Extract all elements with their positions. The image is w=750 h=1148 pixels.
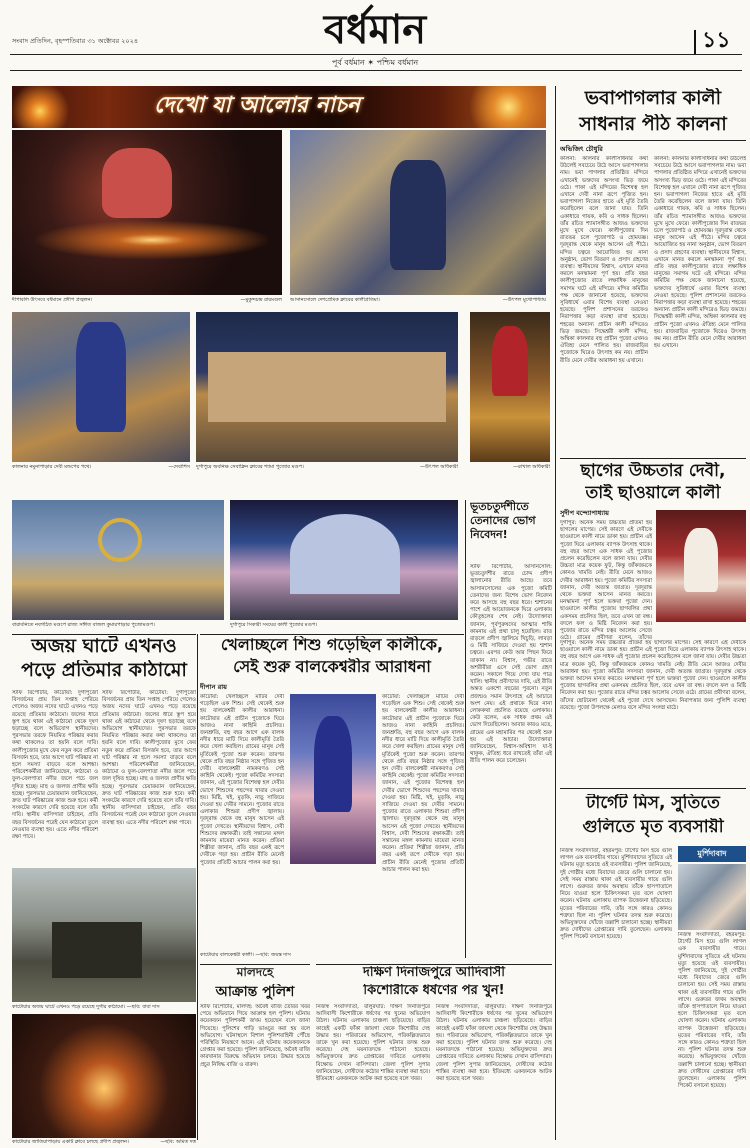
- col-rule-ajay: [197, 634, 198, 1140]
- section-tag-murshidabad: মুর্শিদাবাদ: [678, 846, 746, 862]
- story-ajay-headline-1: অজয় ঘাটে এখনও: [31, 636, 177, 657]
- police-top-rule: [200, 964, 310, 965]
- story-target-body-col2: নিজস্ব সংবাদদাতা, বহরমপুর: টার্গেট মিস হয়ে গুলি লাগল এক ব্যবসায়ীর গায়ে। মুর্শিদাবাদের সুতিতে এই ঘটনায় মৃত্যু হয়েছে ওই ব্যবসায়ীর। পুলিশ জানিয়েছে, দুই গোষ্ঠীর মধ্যে বিবাদের জেরে গুলি চালানো হয়। সেই সময় রাস্তায় থাকা ওই ব্যবসায়ীর গায়ে গুলি লাগে। গুরুতর জখম অবস্থায় তাঁকে হাসপাতালে নিয়ে যাওয়া হলে চিকিৎসকরা মৃত বলে ঘোষণা করেন। ঘটনায় এলাকায় ব্যাপক উত্তেজনা ছড়িয়েছে। মৃতের পরিবারের দাবি, তাঁর সঙ্গে কারও কোনও শত্রুতা ছিল না। পুলিশ ঘটনার তদন্ত শুরু করেছে। অভিযুক্তদের খোঁজে তল্লাশি চালানো হচ্ছে। স্থানীয়রা দ্রুত দোষীদের গ্রেপ্তারের দাবি তুলেছেন। এলাকায় পুলিশ পিকেট বসানো হয়েছে।: [678, 932, 746, 1090]
- photo6-caption: বারাবনিতে নবগঠিত মণ্ডপে রাজ্য সঙ্গীত বাজল কুমারপাড়ার পুজোমণ্ডপ।: [12, 622, 155, 628]
- target-top-rule: [560, 788, 746, 789]
- photo5-credit: —রাখাল অধিকারী: [513, 464, 550, 470]
- col-rule-right: [555, 86, 556, 1140]
- kali-idol-shape: [390, 160, 446, 270]
- photo-balkeshwari: [290, 694, 376, 864]
- photo-ajay-ghat: [12, 868, 196, 1002]
- masthead-title: বর্ধমান: [323, 7, 427, 53]
- dateline: সংবাদ প্রতিদিন, বৃহস্পতিবার ৩১ অক্টোবর ২০২৪: [12, 37, 139, 45]
- photo3-credit: —দেবাশিস: [168, 464, 190, 470]
- page-number-box: [694, 30, 742, 54]
- photo3-caption: কালনার নমুনাপাড়ার দেবী মন্ডপের পথে।: [12, 464, 92, 470]
- story-dinaj-headline-2: কিশোরীকে ধর্ষণের পর খুন!: [363, 984, 505, 998]
- col-rule-bhoot: [465, 500, 466, 958]
- photo1-caption: দীপাবলি উৎসবে বর্ধমানে প্রদীপ প্রজ্বলন।: [12, 297, 93, 303]
- photo2-credit: —উৎপল মুখোপাধ্যায়: [502, 297, 546, 303]
- chhag-idol-shape: [684, 528, 718, 592]
- khela-top-rule: [200, 634, 464, 635]
- photo1-credit: —মুকুন্দচন্দ্র রায়মণ্ডল: [240, 297, 282, 303]
- story-kalna-headline-1: ভবাপাগলার কালী: [584, 88, 722, 109]
- chhag-top-rule: [560, 458, 746, 459]
- story-ajay-body-col1: স্টাফ রিপোর্টার, কাটোয়া: দুর্গাপুজো বিসর্জনের প্রায় তিন সপ্তাহ পেরিয়ে গেলেও অজয় নদের ঘাটে এখনও পড়ে রয়েছে প্রতিমার কাঠামো। জলের ধারে স্তূপ হয়ে থাকা এই কাঠামো থেকে দূষণ ছড়াচ্ছে বলে অভিযোগ স্থানীয়দের। পুরসভার তরফে নিয়মিত পরিষ্কার করার কথা থাকলেও তা হয়নি বলে দাবি। কালীপুজোর মুখে ফের নতুন করে প্রতিমা বিসর্জন হবে, তার আগে ঘাট পরিষ্কার না হলে সমস্যা বাড়বে বলে আশঙ্কা। পরিবেশকর্মীরা জানিয়েছেন, কাঠামো ও ফুল-বেলপাতা নদীর জলে পচে জল দূষিত হচ্ছে। মাছ ও জলজ প্রাণীর ক্ষতি হচ্ছে। পুরসভার চেয়ারম্যান জানিয়েছেন, দ্রুত ঘাট পরিষ্কারের কাজ শুরু হবে। কর্মী সংকটের কারণে দেরি হয়েছে বলে তাঁর দাবি। স্থানীয় বাসিন্দারা চাইছেন, প্রতি বছর বিসর্জনের পরেই যেন কাঠামো তুলে নেওয়ার ব্যবস্থা হয়। এতে নদীর পরিবেশ রক্ষা পাবে।: [12, 690, 98, 841]
- small-idol-shape: [492, 326, 528, 396]
- masthead-rule: [10, 54, 742, 55]
- masthead: [0, 0, 750, 74]
- story-khela-headline-2: সেই শুরু বালকেশ্বরীর আরাধনা: [233, 658, 431, 676]
- story-ajay-body-col2: স্টাফ রিপোর্টার, কাটোয়া: দুর্গাপুজো বিসর্জনের প্রায় তিন সপ্তাহ পেরিয়ে গেলেও অজয় নদের ঘাটে এখনও পড়ে রয়েছে প্রতিমার কাঠামো। জলের ধারে স্তূপ হয়ে থাকা এই কাঠামো থেকে দূষণ ছড়াচ্ছে বলে অভিযোগ স্থানীয়দের। পুরসভার তরফে নিয়মিত পরিষ্কার করার কথা থাকলেও তা হয়নি বলে দাবি। কালীপুজোর মুখে ফের নতুন করে প্রতিমা বিসর্জন হবে, তার আগে ঘাট পরিষ্কার না হলে সমস্যা বাড়বে বলে আশঙ্কা। পরিবেশকর্মীরা জানিয়েছেন, কাঠামো ও ফুল-বেলপাতা নদীর জলে পচে জল দূষিত হচ্ছে। মাছ ও জলজ প্রাণীর ক্ষতি হচ্ছে। পুরসভার চেয়ারম্যান জানিয়েছেন, দ্রুত ঘাট পরিষ্কারের কাজ শুরু হবে। কর্মী সংকটের কারণে দেরি হয়েছে বলে তাঁর দাবি। স্থানীয় বাসিন্দারা চাইছেন, প্রতি বছর বিসর্জনের পরেই যেন কাঠামো তুলে নেওয়ার ব্যবস্থা হয়। এতে নদীর পরিবেশ রক্ষা পাবে।: [102, 690, 196, 826]
- photo-durgapur-pandal: [196, 312, 458, 462]
- kalna-rule: [560, 140, 746, 141]
- banner-glow-right: [452, 86, 546, 128]
- story-khela-headline-1: খেলাচ্ছলে শিশু গড়েছিল কালীকে,: [220, 636, 444, 654]
- story-khela-body-col1: কাটোয়া: খেলাচ্ছলে মাটির দেবী গড়েছিল এক শিশু। সেই থেকেই শুরু হয় বালকেশ্বরী কালীর আরাধনা। কাটোয়ার এই প্রাচীন পুজোকে ঘিরে আজও নানা কাহিনি প্রচলিত। জনশ্রুতি, বহু বছর আগে এক বালক নদীর ধারে মাটি দিয়ে কালীমূর্তি তৈরি করে খেলা করছিল। গ্রামের মানুষ সেই মূর্তিকেই পুজো শুরু করেন। তারপর থেকে প্রতি বছর নিষ্ঠার সঙ্গে পূজিত হন দেবী। বালকেশ্বরী নামকরণও সেই কাহিনি থেকেই। পুজো কমিটির সদস্যরা জানান, এই পুজোর বিশেষত্ব হল দেবীর ভোগে শিশুদের পছন্দের খাবার দেওয়া হয়। মিষ্টি, খই, মুড়কি, নাড়ু সাজিয়ে দেওয়া হয় দেবীর সামনে। পুজোর রাতে এলাকার শিশুরা প্রদীপ জ্বালায়। দূরদূরান্ত থেকে বহু মানুষ আসেন এই পুজো দেখতে। স্থানীয়দের বিশ্বাস, দেবী শিশুদের রক্ষাকর্ত্রী। তাই সন্তানের মঙ্গল কামনায় মায়েরা মানত করেন। প্রতিমা শিল্পীরা জানান, প্রতি বছর একই রূপে দেবীকে গড়া হয়। প্রাচীন রীতি মেনেই পুজোর প্রতিটি আচার পালন করা হয়।: [200, 694, 284, 866]
- story-ajay-headline-2: পড়ে প্রতিমার কাঠামো: [21, 660, 187, 681]
- story-khela-byline: দীপান রায়: [200, 683, 228, 691]
- ajay-top-rule: [12, 634, 196, 635]
- balkeshwari-idol-shape: [314, 716, 352, 812]
- banner-glow-left: [12, 86, 82, 128]
- story-kalna-byline: অভিজিৎ চৌধুরি: [560, 145, 603, 153]
- story-target-headline-1: টার্গেট মিস, সুতিতে: [586, 794, 720, 813]
- masthead-subtitle: পূর্ব বর্ধমান ✶ পশ্চিম বর্ধমান: [331, 58, 419, 67]
- page-number: ১১: [702, 30, 731, 53]
- story-target-headline-2: গুলিতে মৃত ব্যবসায়ী: [582, 818, 724, 837]
- banner-title: দেখো যা আলোর নাচন: [153, 93, 361, 118]
- story-kalna-body-col2: কালনা: কালনার কালীসাধনার কথা উঠলেই সবচেয়ে উঠে আসে ভবাপাগলার নাম। ভবা পাগলার প্রতিষ্ঠিত মন্দিরে এখানেই ভক্তদের অসংখ্য ভিড় জমে ওঠে। পাকা এই মন্দিরের বিশেষত্ব হল এখানে দেবী নানা রূপে পূজিত হন। ভবাপাগলা নিজের হাতে এই মূর্তি তৈরি করেছিলেন বলে জানা যায়। তিনি একাধারে গায়ক, কবি ও সাধক ছিলেন। তাঁর রচিত শ্যামাসঙ্গীত আজও ভক্তদের মুখে মুখে ফেরে। কালীপুজোর দিন রাতভর চলে পুজোপাঠ ও হোমযজ্ঞ। দূরদূরান্ত থেকে মানুষ আসেন এই পীঠে। মন্দির চত্বরে আয়োজিত হয় নানা অনুষ্ঠান, ভোগ বিতরণ ও প্রসাদ গ্রহণের ব্যবস্থা। স্থানীয়দের বিশ্বাস, এখানে মানত করলে মনস্কামনা পূর্ণ হয়। প্রতি বছর কালীপুজোর রাতে লক্ষাধিক মানুষের সমাগম ঘটে এই মন্দিরে। মন্দির কমিটির পক্ষ থেকে জানানো হয়েছে, ভক্তদের সুবিধার্থে এবার বিশেষ ব্যবস্থা নেওয়া হয়েছে। পুলিশ প্রশাসনের তরফেও নিরাপত্তার কড়া ব্যবস্থা রাখা হয়েছে। শহরের অন্যান্য প্রাচীন কালী মন্দিরেও ভিড় জমছে। সিদ্ধেশ্বরী কালী মন্দির, অম্বিকা কালনার বহু প্রাচীন পুজো এখনও ঐতিহ্য মেনে পালিত হয়। রাজবাড়ির পুজোকে ঘিরেও উৎসাহ কম নয়। প্রাচীন রীতি মেনে দেবীর আরাধনা হয় এখানে।: [654, 156, 746, 350]
- story-police-headline: আক্রান্ত পুলিশ: [215, 984, 295, 1000]
- photo-diya-woman: [12, 130, 282, 295]
- photo4-credit: —উৎপল অধিকারী: [420, 464, 458, 470]
- story-chhag-headline-1: ছাগের উচ্চতার দেবী,: [580, 462, 726, 481]
- story-chhag-byline: সুদীপ বন্দ্যোপাধ্যায়: [560, 509, 609, 517]
- kalna-idol-shape: [76, 322, 126, 432]
- photo-katwa-diya: [12, 1014, 196, 1138]
- photo7-caption: দুর্গাপুরে সিকারী সংঘের কালী পুজোর মণ্ডপ।: [230, 622, 317, 628]
- festival-banner: [12, 86, 546, 128]
- story-police-kicker: মালদহে: [236, 966, 274, 979]
- photo-chhag-kali: [656, 510, 746, 622]
- diya-glow: [32, 220, 272, 260]
- story-chhag-body-col1: দুর্গাপুর: অনেক সময় উচ্চতার প্রতিমা হয় ছাগলের মাপের। সেই কারণে এই দেবীকে ছাওয়ালে কালী নামে ডাকা হয়। প্রাচীন এই পুজো ঘিরে এলাকায় ব্যাপক উৎসাহ থাকে। বহু বছর আগে এক সাধক এই পুজোর প্রচলন করেছিলেন বলে জানা যায়। দেবীর উচ্চতা মাত্র কয়েক ফুট, কিন্তু জাঁকজমকে কোনও খামতি নেই। রীতি মেনে আজও দেবীর আরাধনা হয়। পুজো কমিটির সদস্যরা জানান, দেবী অত্যন্ত জাগ্রত। দূরদূরান্ত থেকে ভক্তরা আসেন মানত করতে। মনস্কামনা পূর্ণ হলে ভক্তরা পুজো দেন। ছাওয়ালে কালীর পুজোয় ছাগবলির প্রথা একসময় প্রচলিত ছিল, তবে এখন তা বন্ধ। বদলে ফল ও মিষ্টি নিবেদন করা হয়। পুজোর রাতে মন্দির চত্বর আলোয় সেজে ওঠে। গ্রামের প্রবীণরা বলেন, তাঁদের: [560, 520, 652, 640]
- story-bhoot-headline: ভূতচতুর্দশীতে তেনাদের ভোগ নিবেদন!: [470, 500, 536, 541]
- ajay-photo2-caption: কাটোয়ার জাতিয়াপাড়ায় একটি ক্লাবে চলছে প্রদীপ প্রজ্বলন।: [12, 1139, 129, 1145]
- story-dinaj-body-col1: নিজস্ব সংবাদদাতা, বালুরঘাট: দক্ষিণ দিনাজপুরে আদিবাসী কিশোরীকে ধর্ষণের পর খুনের অভিযোগ উঠল। ঘটনায় এলাকায় চাঞ্চল্য ছড়িয়েছে। বাড়ির কাছেই একটি ফাঁকা জায়গা থেকে কিশোরীর দেহ উদ্ধার হয়। পরিবারের অভিযোগ, পরিকল্পিতভাবে তাকে খুন করা হয়েছে। পুলিশ ঘটনার তদন্ত শুরু করেছে। দেহ ময়নাতদন্তে পাঠানো হয়েছে। অভিযুক্তদের দ্রুত গ্রেপ্তারের দাবিতে এলাকায় বিক্ষোভ দেখান বাসিন্দারা। জেলা পুলিশ সুপার জানিয়েছেন, দোষীদের কঠোর শাস্তির ব্যবস্থা করা হবে। ইতিমধ্যে একজনকে আটক করা হয়েছে বলে খবর।: [316, 1004, 430, 1083]
- story-khela-body-col2: কাটোয়া: খেলাচ্ছলে মাটির দেবী গড়েছিল এক শিশু। সেই থেকেই শুরু হয় বালকেশ্বরী কালীর আরাধনা। কাটোয়ার এই প্রাচীন পুজোকে ঘিরে আজও নানা কাহিনি প্রচলিত। জনশ্রুতি, বহু বছর আগে এক বালক নদীর ধারে মাটি দিয়ে কালীমূর্তি তৈরি করে খেলা করছিল। গ্রামের মানুষ সেই মূর্তিকেই পুজো শুরু করেন। তারপর থেকে প্রতি বছর নিষ্ঠার সঙ্গে পূজিত হন দেবী। বালকেশ্বরী নামকরণও সেই কাহিনি থেকেই। পুজো কমিটির সদস্যরা জানান, এই পুজোর বিশেষত্ব হল দেবীর ভোগে শিশুদের পছন্দের খাবার দেওয়া হয়। মিষ্টি, খই, মুড়কি, নাড়ু সাজিয়ে দেওয়া হয় দেবীর সামনে। পুজোর রাতে এলাকার শিশুরা প্রদীপ জ্বালায়। দূরদূরান্ত থেকে বহু মানুষ আসেন এই পুজো দেখতে। স্থানীয়দের বিশ্বাস, দেবী শিশুদের রক্ষাকর্ত্রী। তাই সন্তানের মঙ্গল কামনায় মায়েরা মানত করেন। প্রতিমা শিল্পীরা জানান, প্রতি বছর একই রূপে দেবীকে গড়া হয়। প্রাচীন রীতি মেনেই পুজোর প্রতিটি আচার পালন করা হয়।: [382, 694, 464, 873]
- story-dinaj-body-col2: নিজস্ব সংবাদদাতা, বালুরঘাট: দক্ষিণ দিনাজপুরে আদিবাসী কিশোরীকে ধর্ষণের পর খুনের অভিযোগ উঠল। ঘটনায় এলাকায় চাঞ্চল্য ছড়িয়েছে। বাড়ির কাছেই একটি ফাঁকা জায়গা থেকে কিশোরীর দেহ উদ্ধার হয়। পরিবারের অভিযোগ, পরিকল্পিতভাবে তাকে খুন করা হয়েছে। পুলিশ ঘটনার তদন্ত শুরু করেছে। দেহ ময়নাতদন্তে পাঠানো হয়েছে। অভিযুক্তদের দ্রুত গ্রেপ্তারের দাবিতে এলাকায় বিক্ষোভ দেখান বাসিন্দারা। জেলা পুলিশ সুপার জানিয়েছেন, দোষীদের কঠোর শাস্তির ব্যবস্থা করা হবে। ইতিমধ্যে একজনকে আটক করা হয়েছে বলে খবর।: [436, 1004, 552, 1083]
- photo-kali-idol-small: [470, 312, 550, 462]
- woman-figure: [102, 148, 172, 218]
- photo-barabani-pandal: [12, 500, 224, 620]
- masthead-rule-bottom: [10, 70, 742, 71]
- story-chhag-headline-2: তাই ছাওয়ালে কালী: [585, 484, 721, 503]
- story-dinaj-headline-1: দক্ষিণ দিনাজপুরে আদিবাসী: [363, 966, 505, 980]
- nataraj-ring: [98, 518, 142, 562]
- khela-photo-caption: কাটোয়ার বালকেশ্বরী কালী। —ছবি: জয়ন্ত দাস: [200, 952, 291, 958]
- palace-facade: [208, 352, 446, 422]
- story-chhag-body-col2: দুর্গাপুর: অনেক সময় উচ্চতার প্রতিমা হয় ছাগলের মাপের। সেই কারণে এই দেবীকে ছাওয়ালে কালী নামে ডাকা হয়। প্রাচীন এই পুজো ঘিরে এলাকায় ব্যাপক উৎসাহ থাকে। বহু বছর আগে এক সাধক এই পুজোর প্রচলন করেছিলেন বলে জানা যায়। দেবীর উচ্চতা মাত্র কয়েক ফুট, কিন্তু জাঁকজমকে কোনও খামতি নেই। রীতি মেনে আজও দেবীর আরাধনা হয়। পুজো কমিটির সদস্যরা জানান, দেবী অত্যন্ত জাগ্রত। দূরদূরান্ত থেকে ভক্তরা আসেন মানত করতে। মনস্কামনা পূর্ণ হলে ভক্তরা পুজো দেন। ছাওয়ালে কালীর পুজোয় ছাগবলির প্রথা একসময় প্রচলিত ছিল, তবে এখন তা বন্ধ। বদলে ফল ও মিষ্টি নিবেদন করা হয়। পুজোর রাতে মন্দির চত্বর আলোয় সেজে ওঠে। গ্রামের প্রবীণরা বলেন, তাঁদের ছোটবেলা থেকেই এই পুজো দেখে আসছেন। নিরাপত্তার জন্য পুলিশি ব্যবস্থা রয়েছে। পুজো উপলক্ষে মেলাও বসে মন্দির সংলগ্ন মাঠে।: [560, 640, 746, 711]
- dinaj-top-rule: [316, 964, 552, 965]
- pandal-dome: [290, 514, 400, 594]
- ajay-photo1-caption: কাটোয়ার অজয় ঘাটে এখনও পড়ে রয়েছে দুর্গার কাঠামো। —ছবি: বাবা দাস: [12, 1004, 160, 1010]
- story-kalna-headline-2: সাধনার পীঠ কালনা: [579, 114, 727, 135]
- story-police-body: স্টাফ রিপোর্টার, মালদহ: অবৈধ বাজি তৈরির খবর পেয়ে অভিযানে গিয়ে আক্রান্ত হল পুলিশ। ঘটনায় কয়েকজন পুলিশকর্মী জখম হয়েছেন বলে জানা গিয়েছে। পুলিশের গাড়ি ভাঙচুর করা হয় বলে অভিযোগ। ঘটনাস্থলে বিশাল পুলিশবাহিনী পৌঁছে পরিস্থিতি নিয়ন্ত্রণে আনে। এই ঘটনায় কয়েকজনকে গ্রেপ্তার করা হয়েছে। পুলিশ জানিয়েছে, অবৈধ বাজি কারখানার বিরুদ্ধে অভিযান চলবে। উদ্ধার হয়েছে প্রচুর নিষিদ্ধ বাজি ও বারুদ।: [200, 1004, 310, 1068]
- kathamo-shape: [52, 922, 142, 978]
- photo-target: [678, 864, 746, 930]
- story-kalna-body-col1: কালনা: কালনার কালীসাধনার কথা উঠলেই সবচেয়ে উঠে আসে ভবাপাগলার নাম। ভবা পাগলার প্রতিষ্ঠিত মন্দিরে এখানেই ভক্তদের অসংখ্য ভিড় জমে ওঠে। পাকা এই মন্দিরের বিশেষত্ব হল এখানে দেবী নানা রূপে পূজিত হন। ভবাপাগলা নিজের হাতে এই মূর্তি তৈরি করেছিলেন বলে জানা যায়। তিনি একাধারে গায়ক, কবি ও সাধক ছিলেন। তাঁর রচিত শ্যামাসঙ্গীত আজও ভক্তদের মুখে মুখে ফেরে। কালীপুজোর দিন রাতভর চলে পুজোপাঠ ও হোমযজ্ঞ। দূরদূরান্ত থেকে মানুষ আসেন এই পীঠে। মন্দির চত্বরে আয়োজিত হয় নানা অনুষ্ঠান, ভোগ বিতরণ ও প্রসাদ গ্রহণের ব্যবস্থা। স্থানীয়দের বিশ্বাস, এখানে মানত করলে মনস্কামনা পূর্ণ হয়। প্রতি বছর কালীপুজোর রাতে লক্ষাধিক মানুষের সমাগম ঘটে এই মন্দিরে। মন্দির কমিটির পক্ষ থেকে জানানো হয়েছে, ভক্তদের সুবিধার্থে এবার বিশেষ ব্যবস্থা নেওয়া হয়েছে। পুলিশ প্রশাসনের তরফেও নিরাপত্তার কড়া ব্যবস্থা রাখা হয়েছে। শহরের অন্যান্য প্রাচীন কালী মন্দিরেও ভিড় জমছে। সিদ্ধেশ্বরী কালী মন্দির, অম্বিকা কালনার বহু প্রাচীন পুজো এখনও ঐতিহ্য মেনে পালিত হয়। রাজবাড়ির পুজোকে ঘিরেও উৎসাহ কম নয়। প্রাচীন রীতি মেনে দেবীর আরাধনা হয় এখানে।: [560, 156, 648, 364]
- photo-kali-asansol: [290, 130, 546, 295]
- photo-kalna-pandal: [12, 312, 190, 462]
- photo2-caption: আসানসোলে দেশপ্রেমিক ক্লাবের কালীপ্রতিমা।: [290, 297, 380, 303]
- photo4-caption: দুর্গাপুরে অবনিক্ষ সেবাক্লিন ক্লাবের শ্যামা পুজোর মণ্ডপ।: [196, 464, 304, 470]
- story-bhoot-body: স্টাফ রিপোর্টার, আসানসোল: ভূতচতুর্দশীর রাতে চোদ্দ প্রদীপ জ্বালানোর রীতি আছে। তবে আসানসোলের এক পুজো কমিটি তেনাদের জন্য বিশেষ ভোগ নিবেদন করে আসছে বহু বছর ধরে। শ্মশানের পাশে এই আয়োজনকে ঘিরে এলাকায় কৌতূহলের শেষ নেই। উদ্যোক্তারা জানান, পূর্বপুরুষদের আত্মার শান্তি কামনায় এই প্রথা চালু হয়েছিল। রাত বাড়লে প্রদীপ জ্বালিয়ে খিচুড়ি, লাবড়া ও মিষ্টি সাজিয়ে দেওয়া হয় শ্মশান চত্বরে। এরপর কেউ আর পিছন ফিরে তাকান না। বিশ্বাস, গভীর রাতে অশরীরীরা এসে সেই ভোগ গ্রহণ করেন। সকালে গিয়ে দেখা যায় পাত্র খালি। স্থানীয় প্রবীণদের দাবি, এই রীতি অন্তত একশো বছরের পুরনো। নতুন প্রজন্মও সমান উৎসাহে এই আচারে অংশ নেয়। এই প্রথাকে ঘিরে নানা লোককথা প্রচলিত রয়েছে এলাকায়। কেউ বলেন, এক সাধক প্রথম এই ভোগ দিয়েছিলেন। আবার কারও মতে, গ্রামের এক মহামারির পর থেকেই শুরু হয় এই আচার। উদ্যোক্তারা জানিয়েছেন, বিশ্বাস-অবিশ্বাস যা-ই থাকুক, ঐতিহ্য ধরে রাখতেই তাঁরা এই রীতি পালন করে চলেছেন।: [470, 564, 552, 765]
- ajay-photo2-credit: —ছবি: অমিত দত্ত: [160, 1139, 196, 1145]
- photo-sikari-pandal: [230, 500, 458, 620]
- story-target-body-col1: নিজস্ব সংবাদদাতা, বহরমপুর: টার্গেট মিস হয়ে গুলি লাগল এক ব্যবসায়ীর গায়ে। মুর্শিদাবাদের সুতিতে এই ঘটনায় মৃত্যু হয়েছে ওই ব্যবসায়ীর। পুলিশ জানিয়েছে, দুই গোষ্ঠীর মধ্যে বিবাদের জেরে গুলি চালানো হয়। সেই সময় রাস্তায় থাকা ওই ব্যবসায়ীর গায়ে গুলি লাগে। গুরুতর জখম অবস্থায় তাঁকে হাসপাতালে নিয়ে যাওয়া হলে চিকিৎসকরা মৃত বলে ঘোষণা করেন। ঘটনায় এলাকায় ব্যাপক উত্তেজনা ছড়িয়েছে। মৃতের পরিবারের দাবি, তাঁর সঙ্গে কারও কোনও শত্রুতা ছিল না। পুলিশ ঘটনার তদন্ত শুরু করেছে। অভিযুক্তদের খোঁজে তল্লাশি চালানো হচ্ছে। স্থানীয়রা দ্রুত দোষীদের গ্রেপ্তারের দাবি তুলেছেন। এলাকায় পুলিশ পিকেট বসানো হয়েছে।: [560, 848, 672, 941]
